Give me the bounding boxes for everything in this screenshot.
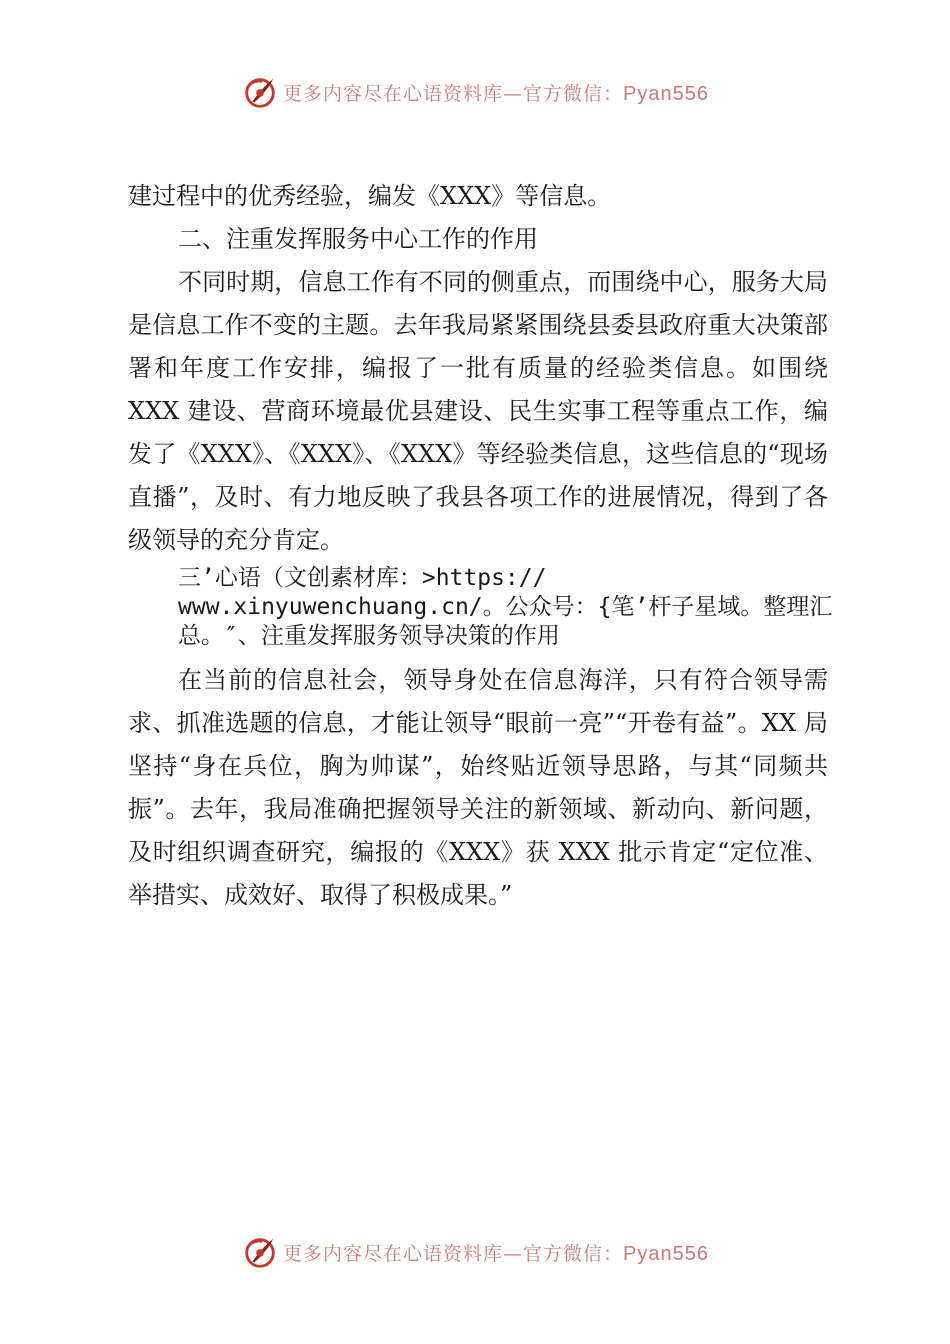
document-body xyxy=(128,175,833,917)
quill-seal-logo-icon xyxy=(241,73,279,111)
section-heading-3 xyxy=(128,564,833,651)
paragraph-section-3: 在当前的信息社会，领导身处在信息海洋，只有符合领导需求、抓准选题的信息，才能让领导“眼前一亮”“开卷有益”。XX 局坚持“身在兵位，胸为帅谋”，始终贴近领导思路，与其“同频共振”。去年，我局准确把握领导关注的新领域、新动向、新问题，及时组织调查研究，编报的《XXX》获 XXX 批示肯定“定位准、举措实、成效好、取得了积极成果。” xyxy=(128,666,828,909)
heading-3-line-1: 三’心语（文创素材库：>https:// xyxy=(178,565,547,591)
section-heading-2: 二、注重发挥服务中心工作的作用 xyxy=(178,225,538,253)
wechat-id: Pyan556 xyxy=(623,1242,709,1265)
header-banner xyxy=(0,70,950,114)
banner-text: 更多内容尽在心语资料库—官方微信：Pyan556 xyxy=(283,82,709,105)
banner-text: 更多内容尽在心语资料库—官方微信：Pyan556 xyxy=(283,1242,709,1265)
wechat-id: Pyan556 xyxy=(623,82,709,105)
footer-banner xyxy=(0,1230,950,1274)
quill-seal-logo-icon xyxy=(241,1233,279,1271)
paragraph-section-2: 不同时期，信息工作有不同的侧重点，而围绕中心，服务大局是信息工作不变的主题。去年我局紧紧围绕县委县政府重大决策部署和年度工作安排，编报了一批有质量的经验类信息。如围绕 XXX 建设、营商环境最优县建设、民生实事工程等重点工作，编发了《XXX》、《XXX》、《XXX》等经验类信息，这些信息的“现场直播”，及时、有力地反映了我县各项工作的进展情况，得到了各级领导的充分肯定。 xyxy=(128,268,828,554)
paragraph-continuation: 建过程中的优秀经验，编发《XXX》等信息。 xyxy=(128,182,612,210)
heading-3-line-3: 总。″、注重发挥服务领导决策的作用 xyxy=(178,623,560,649)
heading-3-line-2: www.xinyuwenchuang.cn/。公众号：{笔’杆子星域。整理汇 xyxy=(178,594,833,620)
